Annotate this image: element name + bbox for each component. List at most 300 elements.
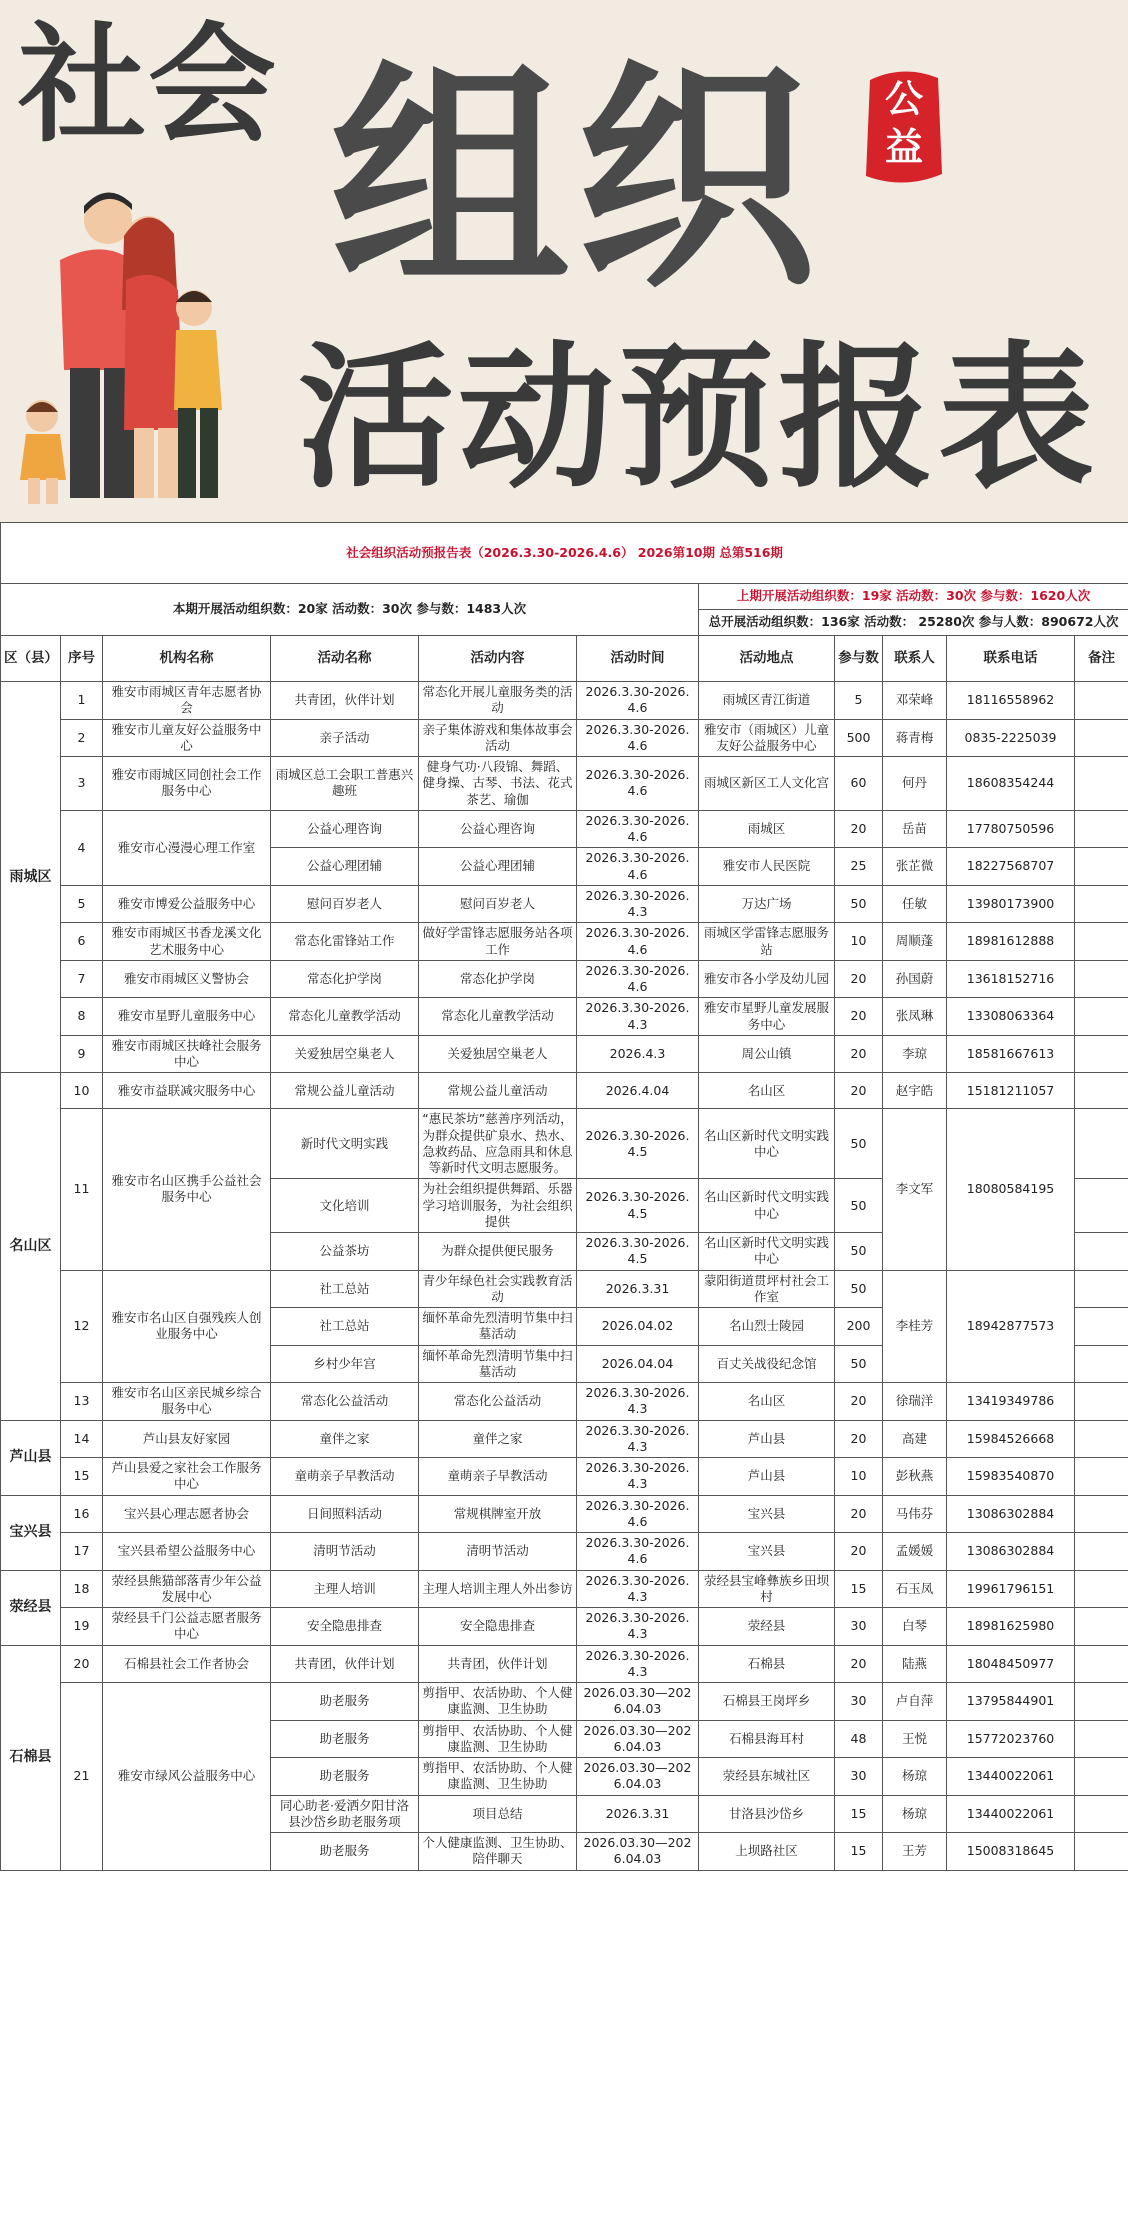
participant-count-cell: 20 [835, 1420, 883, 1458]
organization-name-cell: 雅安市雨城区青年志愿者协会 [103, 682, 271, 720]
remark-cell [1075, 1495, 1128, 1533]
contact-person-cell: 王芳 [883, 1833, 947, 1871]
family-illustration-icon [8, 180, 248, 520]
organization-name-cell: 雅安市名山区亲民城乡综合服务中心 [103, 1383, 271, 1421]
activity-place-cell: 石棉县王岗坪乡 [699, 1683, 835, 1721]
district-cell: 荥经县 [1, 1570, 61, 1645]
activity-name-cell: 常规公益儿童活动 [271, 1073, 419, 1109]
table-row [1, 1608, 1128, 1646]
contact-person-cell: 王悦 [883, 1720, 947, 1758]
serial-number-cell: 18 [61, 1570, 103, 1608]
activity-time-cell: 2026.3.30-2026.4.5 [577, 1179, 699, 1233]
serial-number-cell: 4 [61, 810, 103, 885]
contact-phone-cell: 13419349786 [947, 1383, 1075, 1421]
activity-name-cell: 共青团，伙伴计划 [271, 682, 419, 720]
contact-person-cell: 张芷微 [883, 848, 947, 886]
contact-person-cell: 卢自萍 [883, 1683, 947, 1721]
remark-cell [1075, 960, 1128, 998]
activity-name-cell: 乡村少年宫 [271, 1345, 419, 1383]
activity-name-cell: 助老服务 [271, 1758, 419, 1796]
remark-cell [1075, 1073, 1128, 1109]
activity-time-cell: 2026.04.04 [577, 1345, 699, 1383]
table-row [1, 1383, 1128, 1421]
contact-phone-cell: 13980173900 [947, 885, 1075, 923]
contact-phone-cell: 13086302884 [947, 1495, 1075, 1533]
participant-count-cell: 50 [835, 1233, 883, 1271]
contact-phone-cell: 18227568707 [947, 848, 1075, 886]
activity-time-cell: 2026.3.30-2026.4.6 [577, 960, 699, 998]
remark-cell [1075, 1645, 1128, 1683]
activity-time-cell: 2026.3.30-2026.4.6 [577, 719, 699, 757]
column-header: 联系人 [883, 636, 947, 682]
activity-time-cell: 2026.3.30-2026.4.5 [577, 1109, 699, 1179]
activity-content-cell: 剪指甲、农活协助、个人健康监测、卫生协助 [419, 1683, 577, 1721]
district-cell: 名山区 [1, 1073, 61, 1420]
activity-name-cell: 慰问百岁老人 [271, 885, 419, 923]
organization-name-cell: 雅安市名山区自强残疾人创业服务中心 [103, 1270, 271, 1383]
organization-name-cell: 雅安市星野儿童服务中心 [103, 998, 271, 1036]
contact-person-cell: 任敏 [883, 885, 947, 923]
contact-person-cell: 高建 [883, 1420, 947, 1458]
activity-time-cell: 2026.03.30—2026.04.03 [577, 1720, 699, 1758]
column-header: 参与数 [835, 636, 883, 682]
participant-count-cell: 20 [835, 998, 883, 1036]
organization-name-cell: 荥经县熊猫部落青少年公益发展中心 [103, 1570, 271, 1608]
participant-count-cell: 20 [835, 960, 883, 998]
contact-person-cell: 李琼 [883, 1035, 947, 1073]
banner-title-part1: 社会 [18, 11, 279, 160]
organization-name-cell: 雅安市益联减灾服务中心 [103, 1073, 271, 1109]
activity-time-cell: 2026.4.04 [577, 1073, 699, 1109]
table-row [1, 1533, 1128, 1571]
district-cell: 石棉县 [1, 1645, 61, 1870]
table-row [1, 810, 1128, 848]
table-row [1, 719, 1128, 757]
contact-phone-cell: 18080584195 [947, 1109, 1075, 1270]
participant-count-cell: 15 [835, 1795, 883, 1833]
contact-person-cell: 李文军 [883, 1109, 947, 1270]
activity-place-cell: 石棉县 [699, 1645, 835, 1683]
remark-cell [1075, 1683, 1128, 1721]
contact-phone-cell: 15181211057 [947, 1073, 1075, 1109]
contact-phone-cell: 13086302884 [947, 1533, 1075, 1571]
activity-place-cell: 名山区 [699, 1383, 835, 1421]
contact-phone-cell: 18942877573 [947, 1270, 1075, 1383]
activity-name-cell: 新时代文明实践 [271, 1109, 419, 1179]
organization-name-cell: 雅安市雨城区书香龙溪文化艺术服务中心 [103, 923, 271, 961]
serial-number-cell: 14 [61, 1420, 103, 1458]
activity-content-cell: 童伴之家 [419, 1420, 577, 1458]
remark-cell [1075, 1270, 1128, 1308]
activity-content-cell: 项目总结 [419, 1795, 577, 1833]
remark-cell [1075, 923, 1128, 961]
activity-content-cell: 做好学雷锋志愿服务站各项工作 [419, 923, 577, 961]
organization-name-cell: 荥经县千门公益志愿者服务中心 [103, 1608, 271, 1646]
activity-name-cell: 童萌亲子早教活动 [271, 1458, 419, 1496]
activity-place-cell: 万达广场 [699, 885, 835, 923]
activity-place-cell: 雅安市（雨城区）儿童友好公益服务中心 [699, 719, 835, 757]
activity-name-cell: 清明节活动 [271, 1533, 419, 1571]
remark-cell [1075, 885, 1128, 923]
remark-cell [1075, 1308, 1128, 1346]
table-row [1, 1035, 1128, 1073]
activity-place-cell: 雨城区学雷锋志愿服务站 [699, 923, 835, 961]
report-title: 社会组织活动预报告表（2026.3.30-2026.4.6） 2026第10期 总第516期 [1, 523, 1128, 584]
remark-cell [1075, 1720, 1128, 1758]
activity-place-cell: 荥经县东城社区 [699, 1758, 835, 1796]
activity-time-cell: 2026.3.30-2026.4.5 [577, 1233, 699, 1271]
participant-count-cell: 20 [835, 1383, 883, 1421]
organization-name-cell: 雅安市雨城区同创社会工作服务中心 [103, 757, 271, 811]
remark-cell [1075, 810, 1128, 848]
remark-cell [1075, 719, 1128, 757]
serial-number-cell: 12 [61, 1270, 103, 1383]
contact-person-cell: 张凤琳 [883, 998, 947, 1036]
contact-phone-cell: 18581667613 [947, 1035, 1075, 1073]
column-header: 联系电话 [947, 636, 1075, 682]
district-cell: 芦山县 [1, 1420, 61, 1495]
activity-place-cell: 宝兴县 [699, 1533, 835, 1571]
activity-content-cell: 常态化儿童教学活动 [419, 998, 577, 1036]
contact-phone-cell: 13618152716 [947, 960, 1075, 998]
remark-cell [1075, 1345, 1128, 1383]
activity-content-cell: 公益心理咨询 [419, 810, 577, 848]
remark-cell [1075, 682, 1128, 720]
remark-cell [1075, 1109, 1128, 1179]
contact-person-cell: 石玉凤 [883, 1570, 947, 1608]
activity-place-cell: 雅安市人民医院 [699, 848, 835, 886]
column-header: 活动名称 [271, 636, 419, 682]
activity-name-cell: 文化培训 [271, 1179, 419, 1233]
activity-time-cell: 2026.3.30-2026.4.3 [577, 1570, 699, 1608]
contact-person-cell: 孙国蔚 [883, 960, 947, 998]
contact-person-cell: 何丹 [883, 757, 947, 811]
activity-name-cell: 主理人培训 [271, 1570, 419, 1608]
contact-phone-cell: 18981625980 [947, 1608, 1075, 1646]
seal-bottom-char: 益 [884, 125, 923, 169]
table-row [1, 757, 1128, 811]
participant-count-cell: 48 [835, 1720, 883, 1758]
activity-time-cell: 2026.3.30-2026.4.3 [577, 1383, 699, 1421]
contact-person-cell: 彭秋燕 [883, 1458, 947, 1496]
participant-count-cell: 200 [835, 1308, 883, 1346]
activity-place-cell: 名山烈士陵园 [699, 1308, 835, 1346]
activity-place-cell: 宝兴县 [699, 1495, 835, 1533]
table-row [1, 1420, 1128, 1458]
participant-count-cell: 20 [835, 1073, 883, 1109]
contact-person-cell: 马伟芬 [883, 1495, 947, 1533]
remark-cell [1075, 848, 1128, 886]
contact-person-cell: 李桂芳 [883, 1270, 947, 1383]
participant-count-cell: 50 [835, 1270, 883, 1308]
activity-content-cell: 缅怀革命先烈清明节集中扫墓活动 [419, 1308, 577, 1346]
serial-number-cell: 17 [61, 1533, 103, 1571]
participant-count-cell: 15 [835, 1833, 883, 1871]
remark-cell [1075, 1795, 1128, 1833]
activity-table [0, 522, 1128, 1871]
column-header: 区（县） [1, 636, 61, 682]
organization-name-cell: 雅安市儿童友好公益服务中心 [103, 719, 271, 757]
activity-time-cell: 2026.3.30-2026.4.3 [577, 1420, 699, 1458]
activity-name-cell: 亲子活动 [271, 719, 419, 757]
contact-phone-cell: 15983540870 [947, 1458, 1075, 1496]
contact-person-cell: 周顺蓬 [883, 923, 947, 961]
activity-content-cell: 亲子集体游戏和集体故事会活动 [419, 719, 577, 757]
contact-phone-cell: 15772023760 [947, 1720, 1075, 1758]
activity-time-cell: 2026.3.30-2026.4.3 [577, 1645, 699, 1683]
column-header: 序号 [61, 636, 103, 682]
activity-name-cell: 常态化儿童教学活动 [271, 998, 419, 1036]
column-header: 机构名称 [103, 636, 271, 682]
activity-content-cell: 慰问百岁老人 [419, 885, 577, 923]
activity-content-cell: 主理人培训主理人外出参访 [419, 1570, 577, 1608]
contact-phone-cell: 18608354244 [947, 757, 1075, 811]
activity-name-cell: 助老服务 [271, 1720, 419, 1758]
contact-phone-cell: 18116558962 [947, 682, 1075, 720]
contact-person-cell: 杨琼 [883, 1795, 947, 1833]
participant-count-cell: 20 [835, 810, 883, 848]
organization-name-cell: 雅安市名山区携手公益社会服务中心 [103, 1109, 271, 1270]
activity-content-cell: 个人健康监测、卫生协助、陪伴聊天 [419, 1833, 577, 1871]
participant-count-cell: 60 [835, 757, 883, 811]
table-row [1, 1683, 1128, 1721]
activity-time-cell: 2026.3.30-2026.4.3 [577, 885, 699, 923]
remark-cell [1075, 757, 1128, 811]
activity-content-cell: 为群众提供便民服务 [419, 1233, 577, 1271]
activity-name-cell: 安全隐患排查 [271, 1608, 419, 1646]
activity-name-cell: 雨城区总工会职工普惠兴趣班 [271, 757, 419, 811]
activity-place-cell: 名山区新时代文明实践中心 [699, 1109, 835, 1179]
activity-name-cell: 关爱独居空巢老人 [271, 1035, 419, 1073]
activity-content-cell: 常规公益儿童活动 [419, 1073, 577, 1109]
remark-cell [1075, 1383, 1128, 1421]
contact-phone-cell: 0835-2225039 [947, 719, 1075, 757]
table-row [1, 998, 1128, 1036]
organization-name-cell: 雅安市绿风公益服务中心 [103, 1683, 271, 1871]
participant-count-cell: 25 [835, 848, 883, 886]
remark-cell [1075, 1233, 1128, 1271]
last-period-summary: 上期开展活动组织数：19家 活动数：30次 参与数：1620人次 [699, 584, 1128, 610]
activity-content-cell: “惠民茶坊”慈善序列活动，为群众提供矿泉水、热水、急救药品、应急雨具和休息等新时代文明志愿服务。 [419, 1109, 577, 1179]
participant-count-cell: 30 [835, 1758, 883, 1796]
participant-count-cell: 15 [835, 1570, 883, 1608]
activity-place-cell: 雅安市各小学及幼儿园 [699, 960, 835, 998]
organization-name-cell: 宝兴县希望公益服务中心 [103, 1533, 271, 1571]
activity-place-cell: 雨城区 [699, 810, 835, 848]
table-row [1, 1645, 1128, 1683]
activity-name-cell: 常态化公益活动 [271, 1383, 419, 1421]
activity-time-cell: 2026.03.30—2026.04.03 [577, 1683, 699, 1721]
activity-place-cell: 百丈关战役纪念馆 [699, 1345, 835, 1383]
serial-number-cell: 3 [61, 757, 103, 811]
table-row [1, 682, 1128, 720]
activity-time-cell: 2026.3.31 [577, 1795, 699, 1833]
header-banner [0, 0, 1128, 522]
organization-name-cell: 雅安市博爱公益服务中心 [103, 885, 271, 923]
contact-person-cell: 蒋青梅 [883, 719, 947, 757]
activity-content-cell: 常态化护学岗 [419, 960, 577, 998]
activity-content-cell: 常态化公益活动 [419, 1383, 577, 1421]
remark-cell [1075, 1458, 1128, 1496]
district-cell: 宝兴县 [1, 1495, 61, 1570]
activity-content-cell: 清明节活动 [419, 1533, 577, 1571]
serial-number-cell: 11 [61, 1109, 103, 1270]
activity-name-cell: 助老服务 [271, 1683, 419, 1721]
contact-phone-cell: 15008318645 [947, 1833, 1075, 1871]
activity-name-cell: 共青团，伙伴计划 [271, 1645, 419, 1683]
table-row [1, 1495, 1128, 1533]
column-header: 活动内容 [419, 636, 577, 682]
contact-phone-cell: 13440022061 [947, 1795, 1075, 1833]
remark-cell [1075, 998, 1128, 1036]
serial-number-cell: 7 [61, 960, 103, 998]
activity-time-cell: 2026.3.30-2026.4.6 [577, 682, 699, 720]
activity-time-cell: 2026.3.30-2026.4.3 [577, 1608, 699, 1646]
banner-title-part2: 组织 [330, 40, 823, 320]
organization-name-cell: 芦山县友好家园 [103, 1420, 271, 1458]
table-row [1, 960, 1128, 998]
district-cell: 雨城区 [1, 682, 61, 1073]
activity-content-cell: 常态化开展儿童服务类的活动 [419, 682, 577, 720]
activity-content-cell: 缅怀革命先烈清明节集中扫墓活动 [419, 1345, 577, 1383]
activity-time-cell: 2026.3.30-2026.4.6 [577, 923, 699, 961]
serial-number-cell: 13 [61, 1383, 103, 1421]
serial-number-cell: 16 [61, 1495, 103, 1533]
participant-count-cell: 50 [835, 1179, 883, 1233]
activity-name-cell: 同心助老·爱洒夕阳甘洛县沙岱乡助老服务项 [271, 1795, 419, 1833]
contact-person-cell: 陆燕 [883, 1645, 947, 1683]
activity-time-cell: 2026.03.30—2026.04.03 [577, 1758, 699, 1796]
activity-name-cell: 社工总站 [271, 1270, 419, 1308]
contact-phone-cell: 18048450977 [947, 1645, 1075, 1683]
activity-place-cell: 蒙阳街道贯坪村社会工作室 [699, 1270, 835, 1308]
activity-content-cell: 共青团，伙伴计划 [419, 1645, 577, 1683]
remark-cell [1075, 1035, 1128, 1073]
contact-person-cell: 白琴 [883, 1608, 947, 1646]
activity-time-cell: 2026.03.30—2026.04.03 [577, 1833, 699, 1871]
table-row [1, 1570, 1128, 1608]
activity-time-cell: 2026.3.30-2026.4.6 [577, 1495, 699, 1533]
activity-content-cell: 公益心理团辅 [419, 848, 577, 886]
organization-name-cell: 宝兴县心理志愿者协会 [103, 1495, 271, 1533]
participant-count-cell: 50 [835, 1345, 883, 1383]
serial-number-cell: 9 [61, 1035, 103, 1073]
banner-title-part3: 活动预报表 [298, 327, 1098, 509]
activity-time-cell: 2026.3.30-2026.4.6 [577, 757, 699, 811]
contact-phone-cell: 19961796151 [947, 1570, 1075, 1608]
contact-person-cell: 邓荣峰 [883, 682, 947, 720]
activity-report-sheet [0, 522, 1128, 1871]
this-period-summary: 本期开展活动组织数：20家 活动数：30次 参与数：1483人次 [1, 584, 699, 636]
remark-cell [1075, 1420, 1128, 1458]
participant-count-cell: 30 [835, 1608, 883, 1646]
serial-number-cell: 8 [61, 998, 103, 1036]
contact-person-cell: 岳苗 [883, 810, 947, 848]
table-row [1, 1073, 1128, 1109]
activity-name-cell: 常态化雷锋站工作 [271, 923, 419, 961]
activity-time-cell: 2026.3.30-2026.4.3 [577, 1458, 699, 1496]
table-row [1, 1458, 1128, 1496]
activity-place-cell: 周公山镇 [699, 1035, 835, 1073]
remark-cell [1075, 1533, 1128, 1571]
activity-place-cell: 雅安市星野儿童发展服务中心 [699, 998, 835, 1036]
activity-place-cell: 名山区 [699, 1073, 835, 1109]
contact-phone-cell: 17780750596 [947, 810, 1075, 848]
serial-number-cell: 2 [61, 719, 103, 757]
activity-name-cell: 公益茶坊 [271, 1233, 419, 1271]
activity-name-cell: 常态化护学岗 [271, 960, 419, 998]
activity-time-cell: 2026.3.30-2026.4.6 [577, 848, 699, 886]
participant-count-cell: 500 [835, 719, 883, 757]
column-header: 备注 [1075, 636, 1128, 682]
activity-content-cell: 为社会组织提供舞蹈、乐器学习培训服务，为社会组织提供 [419, 1179, 577, 1233]
organization-name-cell: 石棉县社会工作者协会 [103, 1645, 271, 1683]
serial-number-cell: 15 [61, 1458, 103, 1496]
table-row [1, 1270, 1128, 1308]
serial-number-cell: 10 [61, 1073, 103, 1109]
seal-top-char: 公 [884, 77, 923, 121]
activity-time-cell: 2026.4.3 [577, 1035, 699, 1073]
activity-name-cell: 童伴之家 [271, 1420, 419, 1458]
serial-number-cell: 6 [61, 923, 103, 961]
participant-count-cell: 50 [835, 1109, 883, 1179]
activity-place-cell: 荥经县 [699, 1608, 835, 1646]
organization-name-cell: 芦山县爱之家社会工作服务中心 [103, 1458, 271, 1496]
activity-name-cell: 助老服务 [271, 1833, 419, 1871]
column-header: 活动地点 [699, 636, 835, 682]
table-row [1, 1109, 1128, 1179]
serial-number-cell: 1 [61, 682, 103, 720]
activity-place-cell: 石棉县海耳村 [699, 1720, 835, 1758]
participant-count-cell: 20 [835, 1035, 883, 1073]
participant-count-cell: 20 [835, 1495, 883, 1533]
activity-time-cell: 2026.3.31 [577, 1270, 699, 1308]
participant-count-cell: 10 [835, 923, 883, 961]
activity-content-cell: 安全隐患排查 [419, 1608, 577, 1646]
organization-name-cell: 雅安市雨城区义警协会 [103, 960, 271, 998]
activity-place-cell: 名山区新时代文明实践中心 [699, 1233, 835, 1271]
activity-place-cell: 雨城区青江街道 [699, 682, 835, 720]
participant-count-cell: 5 [835, 682, 883, 720]
serial-number-cell: 21 [61, 1683, 103, 1871]
activity-time-cell: 2026.04.02 [577, 1308, 699, 1346]
contact-phone-cell: 13440022061 [947, 1758, 1075, 1796]
organization-name-cell: 雅安市雨城区扶峰社会服务中心 [103, 1035, 271, 1073]
contact-phone-cell: 13795844901 [947, 1683, 1075, 1721]
activity-time-cell: 2026.3.30-2026.4.3 [577, 998, 699, 1036]
remark-cell [1075, 1608, 1128, 1646]
remark-cell [1075, 1758, 1128, 1796]
activity-place-cell: 雨城区新区工人文化宫 [699, 757, 835, 811]
contact-person-cell: 徐瑞洋 [883, 1383, 947, 1421]
contact-phone-cell: 15984526668 [947, 1420, 1075, 1458]
activity-time-cell: 2026.3.30-2026.4.6 [577, 810, 699, 848]
activity-name-cell: 公益心理咨询 [271, 810, 419, 848]
table-header-row [1, 636, 1128, 682]
total-summary: 总开展活动组织数：136家 活动数： 25280次 参与人数：890672人次 [699, 610, 1128, 636]
activity-content-cell: 关爱独居空巢老人 [419, 1035, 577, 1073]
remark-cell [1075, 1570, 1128, 1608]
activity-place-cell: 芦山县 [699, 1458, 835, 1496]
activity-content-cell: 青少年绿色社会实践教育活动 [419, 1270, 577, 1308]
activity-place-cell: 芦山县 [699, 1420, 835, 1458]
activity-name-cell: 公益心理团辅 [271, 848, 419, 886]
serial-number-cell: 19 [61, 1608, 103, 1646]
contact-phone-cell: 18981612888 [947, 923, 1075, 961]
activity-time-cell: 2026.3.30-2026.4.6 [577, 1533, 699, 1571]
activity-content-cell: 剪指甲、农活协助、个人健康监测、卫生协助 [419, 1758, 577, 1796]
participant-count-cell: 30 [835, 1683, 883, 1721]
